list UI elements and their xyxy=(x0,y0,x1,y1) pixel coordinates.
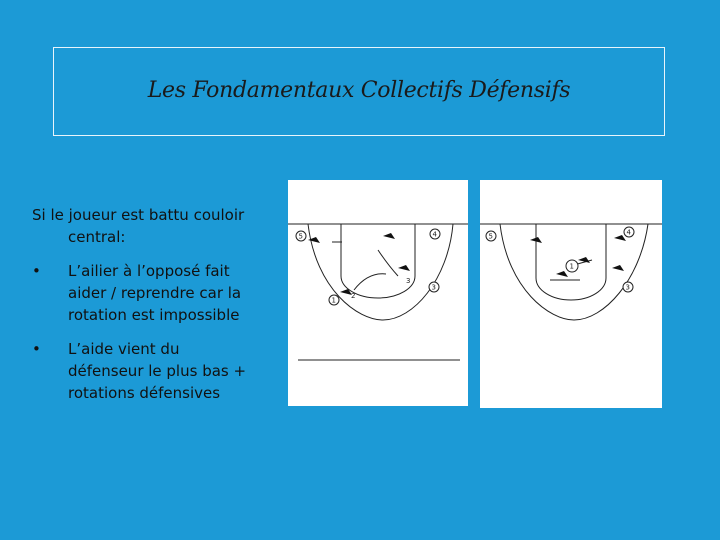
court-diagram-left xyxy=(288,180,468,406)
bullet-item-2 xyxy=(32,338,272,404)
court-diagram-right-svg xyxy=(480,180,662,408)
court-diagram-right xyxy=(480,180,662,408)
bullet-item-1 xyxy=(32,260,272,326)
player-label: 3 xyxy=(406,277,411,285)
defender-marker xyxy=(614,235,626,241)
bullet-2-line-2: défenseur le plus bas + xyxy=(68,362,247,380)
intro-text xyxy=(32,204,272,248)
bullet-1-line-2: aider / reprendre car la xyxy=(68,284,242,302)
player-label: 1 xyxy=(569,262,574,271)
player-label: 5 xyxy=(488,232,493,241)
slide-title: Les Fondamentaux Collectifs Défensifs xyxy=(147,78,571,103)
player-label: 4 xyxy=(432,230,437,239)
defender-marker xyxy=(556,271,568,277)
bullet-1-line-1: L’ailier à l’opposé fait xyxy=(68,262,230,280)
player-label: 4 xyxy=(626,228,631,237)
court-diagram-left-svg xyxy=(288,180,468,406)
bullet-2-line-3: rotations défensives xyxy=(68,384,221,402)
three-point-arc xyxy=(308,224,453,320)
bullet-1-line-3: rotation est impossible xyxy=(68,306,240,324)
bullet-2-line-1: L’aide vient du xyxy=(68,340,180,358)
bullet-list xyxy=(32,260,272,404)
bullet-marker: • xyxy=(32,262,41,280)
player-label: 2 xyxy=(351,292,356,300)
player-label: 3 xyxy=(625,283,630,292)
defender-marker xyxy=(398,265,410,271)
rotation-arrow xyxy=(378,250,398,276)
player-label: 3 xyxy=(431,283,436,292)
player-label: 5 xyxy=(298,232,303,241)
free-throw-arc xyxy=(536,278,606,300)
bullet-marker: • xyxy=(32,340,41,358)
drive-arrow xyxy=(354,274,386,290)
intro-line-2: central: xyxy=(68,228,126,246)
slide-body xyxy=(32,204,272,416)
defender-marker xyxy=(612,265,624,271)
defender-marker xyxy=(383,233,395,239)
title-frame xyxy=(53,47,665,136)
player-label: 1 xyxy=(331,296,336,305)
intro-line-1: Si le joueur est battu couloir xyxy=(32,206,245,224)
